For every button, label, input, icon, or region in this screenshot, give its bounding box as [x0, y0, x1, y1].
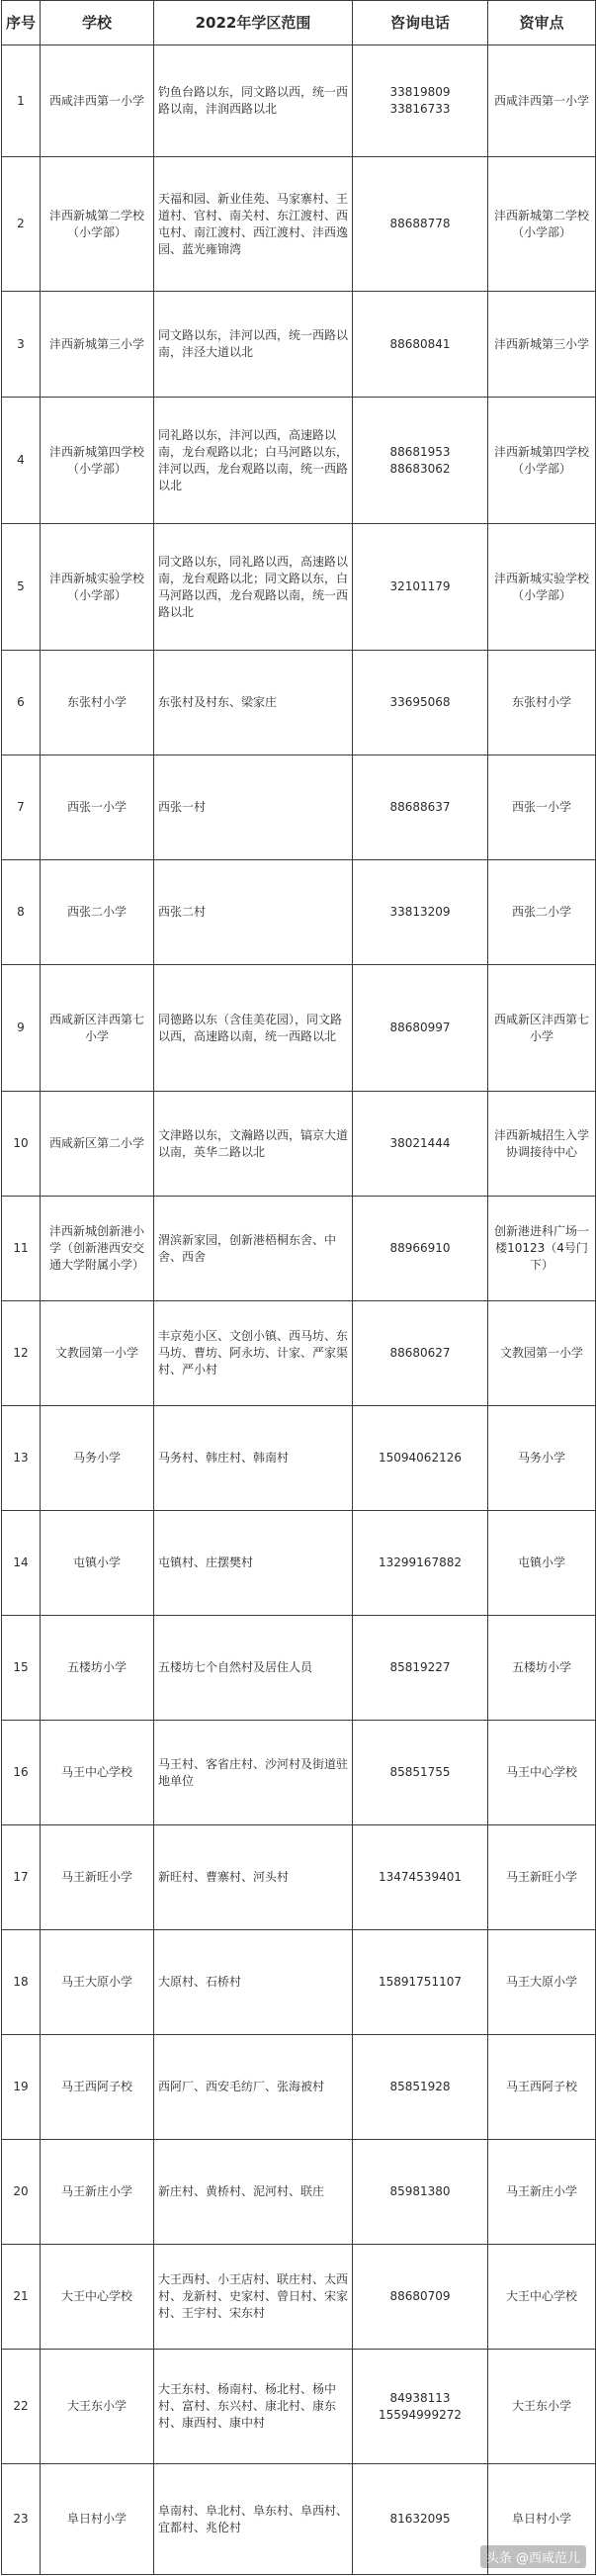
- cell-school: 沣西新城第四学校（小学部）: [41, 398, 154, 524]
- cell-no: 14: [2, 1511, 41, 1616]
- table-row: [2, 755, 596, 860]
- table-row: [2, 2140, 596, 2245]
- cell-no: 8: [2, 860, 41, 965]
- table-row: [2, 45, 596, 157]
- table-row: [2, 860, 596, 965]
- cell-phone: 85851755: [353, 1721, 488, 1825]
- cell-school: 大王东小学: [41, 2350, 154, 2464]
- cell-school: 五楼坊小学: [41, 1616, 154, 1721]
- cell-school: 阜日村小学: [41, 2464, 154, 2575]
- cell-no: 20: [2, 2140, 41, 2245]
- cell-range: 同德路以东（含佳美花园），同文路以西，高速路以南，统一西路以北: [154, 965, 353, 1092]
- cell-range: 新庄村、黄桥村、泥河村、联庄: [154, 2140, 353, 2245]
- cell-review: 大王东小学: [488, 2350, 596, 2464]
- cell-review: 阜日村小学: [488, 2464, 596, 2575]
- table-row: [2, 1825, 596, 1930]
- cell-no: 11: [2, 1197, 41, 1301]
- cell-review: 沣西新城第二学校（小学部）: [488, 157, 596, 292]
- cell-range: 钓鱼台路以东，同文路以西，统一西路以南，沣润西路以北: [154, 45, 353, 157]
- cell-school: 大王中心学校: [41, 2245, 154, 2350]
- cell-no: 10: [2, 1092, 41, 1197]
- school-district-table: [1, 0, 596, 2575]
- cell-review: 西咸新区沣西第七小学: [488, 965, 596, 1092]
- table-row: [2, 398, 596, 524]
- cell-school: 沣西新城实验学校（小学部）: [41, 524, 154, 651]
- cell-range: 大王西村、小王店村、联庄村、太西村、龙新村、史家村、曾日村、宋家村、王宇村、宋东村: [154, 2245, 353, 2350]
- cell-phone: 13474539401: [353, 1825, 488, 1930]
- cell-range: 西张一村: [154, 755, 353, 860]
- cell-range: 屯镇村、庄摆樊村: [154, 1511, 353, 1616]
- table-row: [2, 1721, 596, 1825]
- cell-phone: 32101179: [353, 524, 488, 651]
- cell-no: 12: [2, 1301, 41, 1406]
- cell-school: 马王新庄小学: [41, 2140, 154, 2245]
- cell-range: 同文路以东，同礼路以西，高速路以南，龙台观路以北；同文路以东，白马河路以西，龙台观路以南，统一西路以北: [154, 524, 353, 651]
- table-row: [2, 1511, 596, 1616]
- cell-no: 15: [2, 1616, 41, 1721]
- cell-no: 17: [2, 1825, 41, 1930]
- header-phone: 咨询电话: [353, 1, 488, 45]
- cell-phone: 38021444: [353, 1092, 488, 1197]
- header-range: 2022年学区范围: [154, 1, 353, 45]
- table-row: [2, 292, 596, 398]
- header-review: 资审点: [488, 1, 596, 45]
- cell-no: 1: [2, 45, 41, 157]
- table-row: [2, 651, 596, 755]
- cell-no: 9: [2, 965, 41, 1092]
- cell-school: 屯镇小学: [41, 1511, 154, 1616]
- cell-phone: 88688637: [353, 755, 488, 860]
- cell-review: 五楼坊小学: [488, 1616, 596, 1721]
- cell-phone: 33813209: [353, 860, 488, 965]
- cell-review: 西张二小学: [488, 860, 596, 965]
- cell-review: 马王大原小学: [488, 1930, 596, 2035]
- cell-school: 马王新旺小学: [41, 1825, 154, 1930]
- cell-no: 19: [2, 2035, 41, 2140]
- table-row: [2, 1301, 596, 1406]
- cell-no: 18: [2, 1930, 41, 2035]
- cell-school: 马王中心学校: [41, 1721, 154, 1825]
- cell-phone: 85819227: [353, 1616, 488, 1721]
- cell-school: 沣西新城第二学校（小学部）: [41, 157, 154, 292]
- cell-phone: 13299167882: [353, 1511, 488, 1616]
- table-row: [2, 1197, 596, 1301]
- cell-range: 西张二村: [154, 860, 353, 965]
- cell-range: 天福和园、新业佳苑、马家寨村、王道村、官村、南关村、东江渡村、西屯村、南江渡村、西江渡村、沣西逸园、蓝光雍锦湾: [154, 157, 353, 292]
- cell-range: 东张村及村东、梁家庄: [154, 651, 353, 755]
- header-row: [2, 1, 596, 45]
- cell-phone: 88680709: [353, 2245, 488, 2350]
- cell-range: 新旺村、曹寨村、河头村: [154, 1825, 353, 1930]
- cell-phone: 81632095: [353, 2464, 488, 2575]
- cell-no: 16: [2, 1721, 41, 1825]
- cell-no: 5: [2, 524, 41, 651]
- cell-phone: 88680627: [353, 1301, 488, 1406]
- cell-phone: 88680997: [353, 965, 488, 1092]
- cell-review: 西咸沣西第一小学: [488, 45, 596, 157]
- cell-range: 五楼坊七个自然村及居住人员: [154, 1616, 353, 1721]
- cell-school: 马王大原小学: [41, 1930, 154, 2035]
- cell-review: 大王中心学校: [488, 2245, 596, 2350]
- cell-range: 同文路以东，沣河以西，统一西路以南，沣泾大道以北: [154, 292, 353, 398]
- cell-phone: 33695068: [353, 651, 488, 755]
- cell-range: 阜南村、阜北村、阜东村、阜西村、宜都村、兆伦村: [154, 2464, 353, 2575]
- cell-school: 东张村小学: [41, 651, 154, 755]
- cell-review: 东张村小学: [488, 651, 596, 755]
- cell-review: 沣西新城第三小学: [488, 292, 596, 398]
- cell-no: 3: [2, 292, 41, 398]
- cell-no: 23: [2, 2464, 41, 2575]
- cell-review: 屯镇小学: [488, 1511, 596, 1616]
- cell-review: 沣西新城第四学校（小学部）: [488, 398, 596, 524]
- table-row: [2, 2245, 596, 2350]
- table-row: [2, 157, 596, 292]
- cell-school: 西咸新区第二小学: [41, 1092, 154, 1197]
- cell-phone: 88688778: [353, 157, 488, 292]
- table-row: [2, 1092, 596, 1197]
- cell-school: 西张一小学: [41, 755, 154, 860]
- cell-school: 马务小学: [41, 1406, 154, 1511]
- cell-phone: 33819809 33816733: [353, 45, 488, 157]
- cell-range: 同礼路以东，沣河以西，高速路以南，龙台观路以北；白马河路以东，沣河以西，龙台观路以南，统一西路以北: [154, 398, 353, 524]
- cell-phone: 15891751107: [353, 1930, 488, 2035]
- cell-range: 文津路以东，文瀚路以西，镐京大道以南，英华二路以北: [154, 1092, 353, 1197]
- table-row: [2, 2350, 596, 2464]
- table-row: [2, 1930, 596, 2035]
- cell-range: 丰京苑小区、文创小镇、西马坊、东马坊、曹坊、阿永坊、计家、严家渠村、严小村: [154, 1301, 353, 1406]
- cell-phone: 85851928: [353, 2035, 488, 2140]
- table-row: [2, 1406, 596, 1511]
- cell-no: 2: [2, 157, 41, 292]
- cell-phone: 85981380: [353, 2140, 488, 2245]
- cell-range: 渭滨新家园，创新港梧桐东舍、中舍、西舍: [154, 1197, 353, 1301]
- header-school: 学校: [41, 1, 154, 45]
- cell-review: 西张一小学: [488, 755, 596, 860]
- header-no: 序号: [2, 1, 41, 45]
- cell-phone: 15094062126: [353, 1406, 488, 1511]
- cell-no: 6: [2, 651, 41, 755]
- cell-no: 13: [2, 1406, 41, 1511]
- cell-range: 西阿厂、西安毛纺厂、张海被村: [154, 2035, 353, 2140]
- cell-review: 马务小学: [488, 1406, 596, 1511]
- cell-school: 西咸沣西第一小学: [41, 45, 154, 157]
- cell-school: 文教园第一小学: [41, 1301, 154, 1406]
- cell-no: 4: [2, 398, 41, 524]
- cell-no: 22: [2, 2350, 41, 2464]
- cell-review: 沣西新城招生入学协调接待中心: [488, 1092, 596, 1197]
- cell-phone: 88680841: [353, 292, 488, 398]
- cell-phone: 88681953 88683062: [353, 398, 488, 524]
- cell-range: 大王东村、杨南村、杨北村、杨中村、富村、东兴村、康北村、康东村、康西村、康中村: [154, 2350, 353, 2464]
- cell-range: 马务村、韩庄村、韩南村: [154, 1406, 353, 1511]
- cell-review: 创新港进科广场一楼10123（4号门下）: [488, 1197, 596, 1301]
- cell-no: 21: [2, 2245, 41, 2350]
- cell-school: 沣西新城创新港小学（创新港西安交通大学附属小学）: [41, 1197, 154, 1301]
- table-row: [2, 524, 596, 651]
- watermark: 头条 @西咸范儿: [480, 2545, 586, 2568]
- table-row: [2, 965, 596, 1092]
- cell-review: 沣西新城实验学校（小学部）: [488, 524, 596, 651]
- cell-range: 马王村、客省庄村、沙河村及街道驻地单位: [154, 1721, 353, 1825]
- cell-phone: 88966910: [353, 1197, 488, 1301]
- cell-school: 西张二小学: [41, 860, 154, 965]
- cell-review: 马王新庄小学: [488, 2140, 596, 2245]
- cell-range: 大原村、石桥村: [154, 1930, 353, 2035]
- table-row: [2, 1616, 596, 1721]
- cell-school: 沣西新城第三小学: [41, 292, 154, 398]
- cell-review: 文教园第一小学: [488, 1301, 596, 1406]
- cell-school: 马王西阿子校: [41, 2035, 154, 2140]
- cell-phone: 84938113 15594999272: [353, 2350, 488, 2464]
- cell-review: 马王新旺小学: [488, 1825, 596, 1930]
- cell-review: 马王中心学校: [488, 1721, 596, 1825]
- cell-no: 7: [2, 755, 41, 860]
- table-row: [2, 2035, 596, 2140]
- cell-review: 马王西阿子校: [488, 2035, 596, 2140]
- cell-school: 西咸新区沣西第七小学: [41, 965, 154, 1092]
